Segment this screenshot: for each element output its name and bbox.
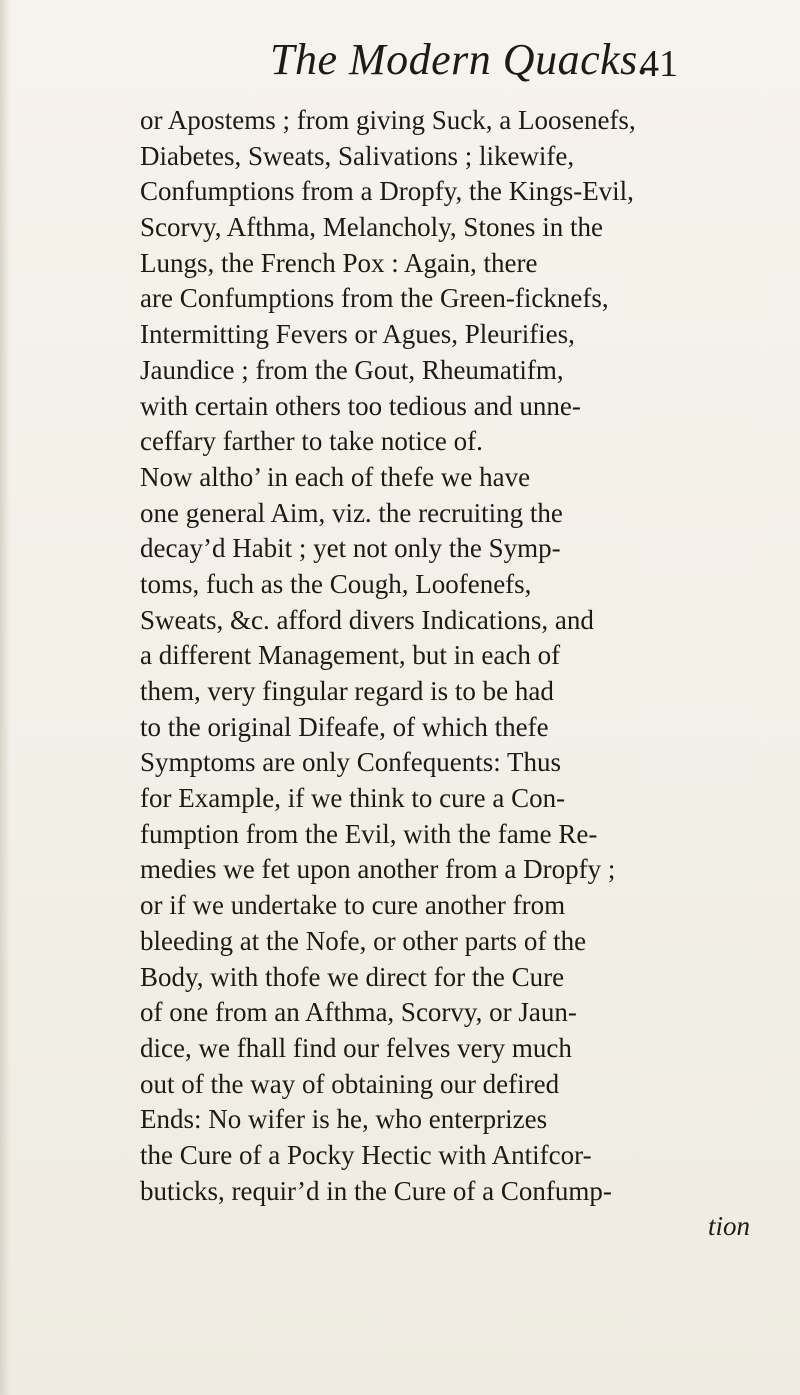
text-line: for Example, if we think to cure a Con- [140,783,566,814]
text-line: are Confumptions from the Green-ficknefs, [140,283,609,314]
text-line: Scorvy, Afthma, Melancholy, Stones in the [140,212,603,243]
text-line: Symptoms are only Confequents: Thus [140,747,561,778]
text-line: Body, with thofe we direct for the Cure [140,961,565,992]
text-line: Ends: No wifer is he, who enterprizes [140,1104,548,1135]
text-line: fumption from the Evil, with the fame Re- [140,818,598,849]
text-line: bleeding at the Nofe, or other parts of the [140,925,587,956]
text-line: ceffary farther to take notice of. [140,426,483,457]
text-line: Sweats, &c. afford divers Indications, and [140,604,594,635]
text-line: of one from an Afthma, Scorvy, or Jaun- [140,997,577,1028]
text-line: Confumptions from a Dropfy, the Kings-Evil, [140,176,634,207]
text-line: Intermitting Fevers or Agues, Pleurifies, [140,319,575,350]
text-line: dice, we fhall find our felves very much [140,1032,572,1063]
page-header [0,34,800,94]
text-line: or if we undertake to cure another from [140,890,566,921]
page-number: 41 [640,43,678,85]
text-line: toms, fuch as the Cough, Loofenefs, [140,568,532,599]
text-line: medies we fet upon another from a Dropfy ; [140,854,616,885]
body-text [140,103,760,1245]
text-line: out of the way of obtaining our defired [140,1068,560,1099]
text-line: decay’d Habit ; yet not only the Symp- [140,533,561,564]
text-line: a different Management, but in each of [140,640,561,671]
text-line: Diabetes, Sweats, Salivations ; likewife, [140,140,575,171]
text-line: one general Aim, viz. the recruiting the [140,497,563,528]
running-title: The Modern Quacks. [270,35,650,84]
text-line: or Apostems ; from giving Suck, a Loosenefs, [140,105,636,135]
text-line: them, very fingular regard is to be had [140,676,554,706]
page-edge-shadow [0,0,10,1395]
text-line: to the original Difeafe, of which thefe [140,711,549,742]
text-line: with certain others too tedious and unne- [140,390,581,421]
catchword: tion [707,1211,750,1242]
text-line: the Cure of a Pocky Hectic with Antifcor- [140,1139,592,1170]
text-line: Jaundice ; from the Gout, Rheumatifm, [140,354,564,385]
text-line: Lungs, the French Pox : Again, there [140,247,538,278]
text-line: buticks, requir’d in the Cure of a Confump- [140,1175,612,1206]
paragraph-start-line: Now altho’ in each of thefe we have [140,461,531,492]
